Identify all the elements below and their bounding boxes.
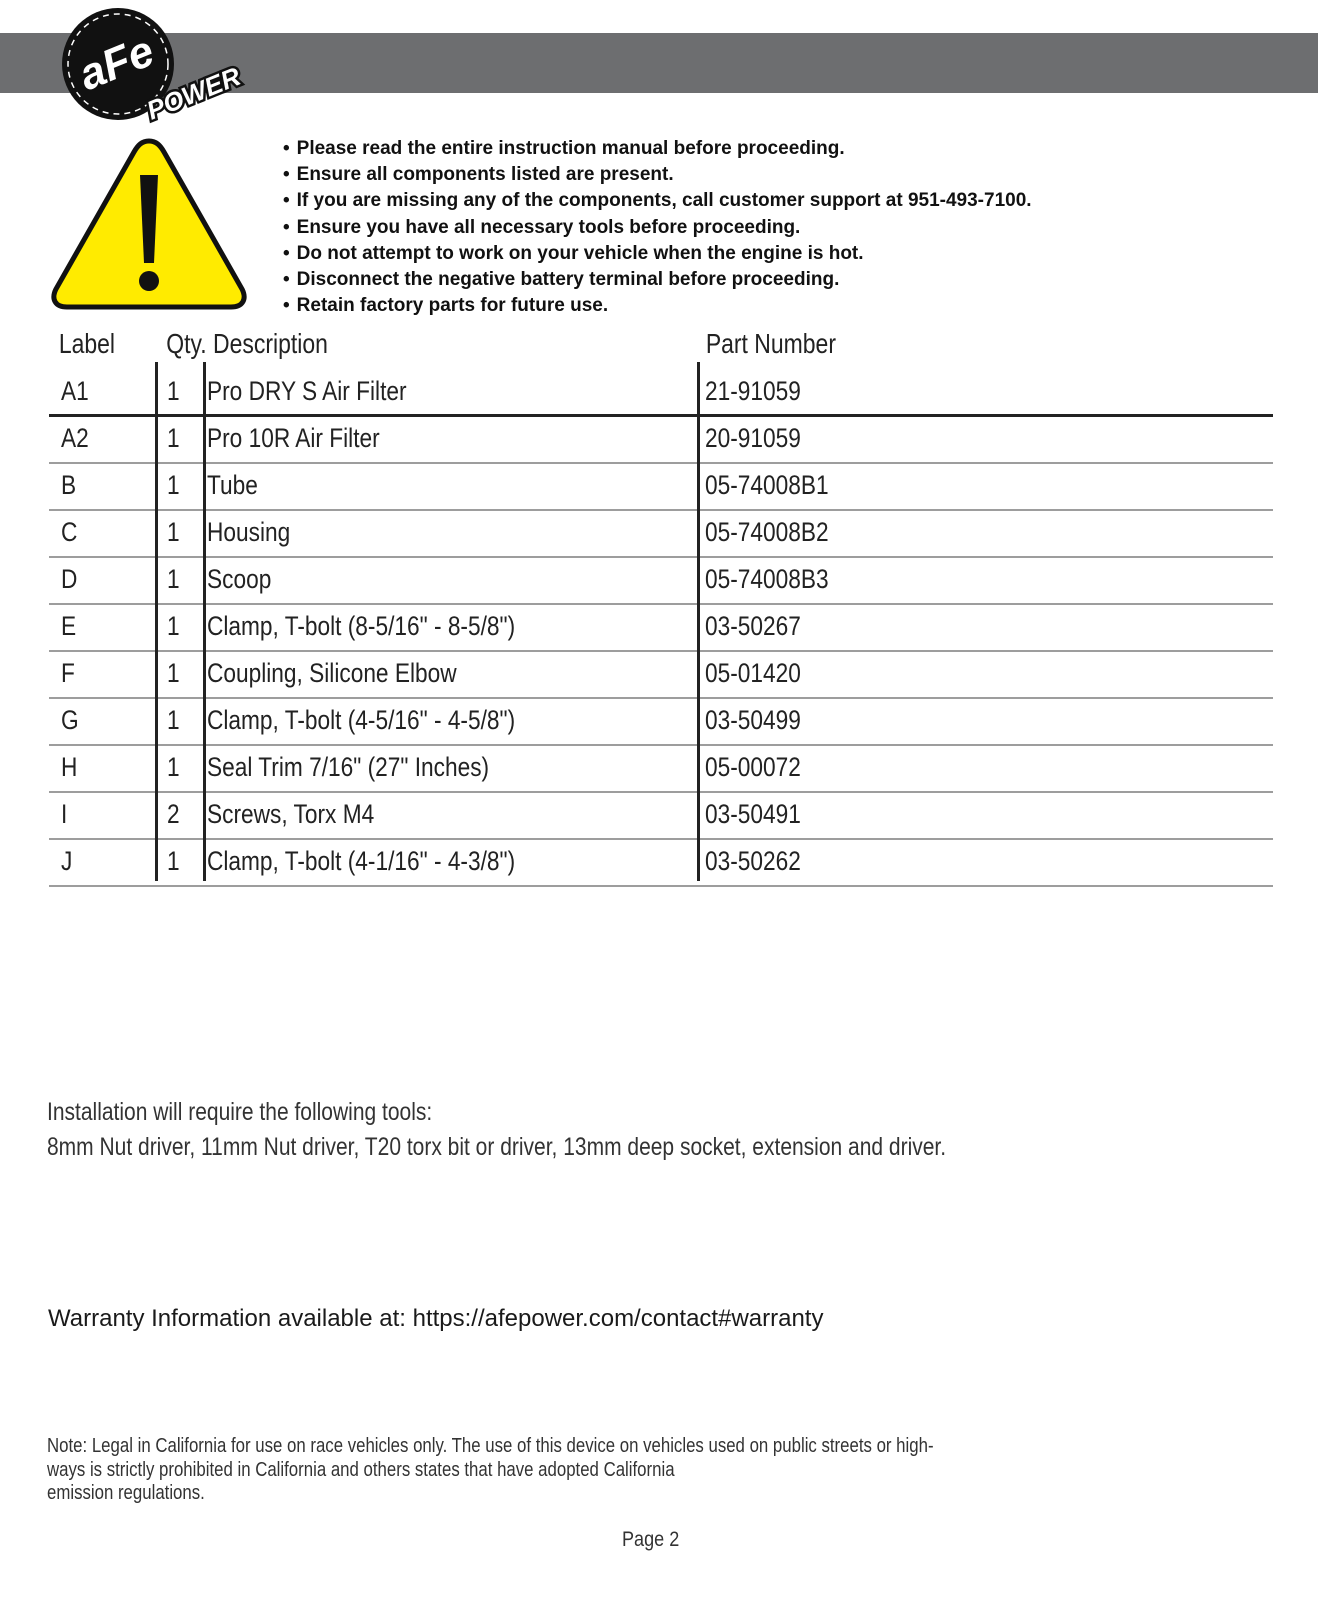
parts-table [49, 322, 1273, 887]
afe-power-logo [60, 2, 260, 127]
row-description: Screws, Torx M4 [207, 799, 375, 829]
note-line: emission regulations. [47, 1482, 205, 1504]
header-part-number: Part Number [705, 328, 836, 359]
row-label: J [61, 846, 73, 876]
warranty-info: Warranty Information available at: https://afepower.com/contact#warranty [48, 1305, 824, 1332]
row-qty: 1 [167, 376, 180, 406]
row-part-number: 03-50262 [705, 846, 801, 876]
row-description: Seal Trim 7/16" (27" Inches) [207, 752, 490, 782]
column-divider [203, 362, 206, 881]
row-part-number: 03-50491 [705, 799, 801, 829]
header-label: Label [58, 328, 116, 359]
row-description: Pro 10R Air Filter [207, 423, 380, 453]
warning-item: • Disconnect the negative battery terminal before proceeding. [283, 267, 1032, 293]
row-description: Housing [207, 517, 291, 547]
row-description: Pro DRY S Air Filter [207, 376, 407, 406]
row-label: A2 [61, 423, 89, 453]
row-qty: 1 [167, 564, 180, 594]
row-description: Coupling, Silicone Elbow [207, 658, 457, 688]
row-part-number: 05-74008B2 [705, 517, 829, 547]
warning-icon [48, 135, 250, 313]
warning-item: • Ensure all components listed are present. [283, 162, 1032, 188]
table-row [49, 746, 1273, 793]
row-description: Tube [207, 470, 258, 500]
row-label: B [61, 470, 77, 500]
row-label: A1 [61, 376, 89, 406]
row-description: Clamp, T-bolt (4-5/16" - 4-5/8") [207, 705, 516, 735]
row-part-number: 03-50267 [705, 611, 801, 641]
row-label: G [61, 705, 79, 735]
warning-item: • Please read the entire instruction manual before proceeding. [283, 136, 1032, 162]
table-row [49, 699, 1273, 746]
header-qty-description: Qty. Description [166, 328, 328, 359]
tools-section [47, 1095, 946, 1165]
row-part-number: 20-91059 [705, 423, 801, 453]
row-qty: 1 [167, 423, 180, 453]
page-number: Page 2 [622, 1528, 680, 1551]
row-description: Clamp, T-bolt (4-1/16" - 4-3/8") [207, 846, 516, 876]
row-qty: 1 [167, 752, 180, 782]
row-part-number: 21-91059 [705, 376, 801, 406]
row-label: H [61, 752, 78, 782]
row-qty: 1 [167, 658, 180, 688]
row-label: D [61, 564, 78, 594]
row-label: I [61, 799, 68, 829]
row-label: E [61, 611, 77, 641]
parts-table-body [49, 370, 1273, 887]
row-qty: 1 [167, 611, 180, 641]
parts-table-header [49, 322, 1053, 370]
column-divider [697, 362, 700, 881]
row-part-number: 05-74008B1 [705, 470, 829, 500]
row-label: C [61, 517, 78, 547]
warning-item: • Ensure you have all necessary tools before proceeding. [283, 215, 1032, 241]
table-row [49, 793, 1273, 840]
column-divider [155, 362, 158, 881]
row-part-number: 05-74008B3 [705, 564, 829, 594]
table-row [49, 652, 1273, 699]
row-label: F [61, 658, 75, 688]
note-line: ways is strictly prohibited in California and others states that have adopted California [47, 1458, 675, 1481]
row-qty: 2 [167, 799, 180, 829]
warning-item: • Do not attempt to work on your vehicle when the engine is hot. [283, 241, 1032, 267]
row-qty: 1 [167, 705, 180, 735]
row-qty: 1 [167, 846, 180, 876]
warning-item: • If you are missing any of the components, call customer support at 951-493-7100. [283, 188, 1032, 214]
row-part-number: 05-00072 [705, 752, 801, 782]
table-row [49, 511, 1273, 558]
tools-list: 8mm Nut driver, 11mm Nut driver, T20 torx bit or driver, 13mm deep socket, extension and driver. [47, 1133, 947, 1161]
table-row [49, 840, 1273, 887]
warning-item: • Retain factory parts for future use. [283, 293, 1032, 319]
table-row [49, 417, 1273, 464]
row-description: Scoop [207, 564, 272, 594]
tools-heading: Installation will require the following tools: [47, 1098, 433, 1126]
row-part-number: 05-01420 [705, 658, 801, 688]
table-row [49, 464, 1273, 511]
row-qty: 1 [167, 470, 180, 500]
table-row [49, 558, 1273, 605]
row-description: Clamp, T-bolt (8-5/16" - 8-5/8") [207, 611, 516, 641]
logo-text: aFe [72, 26, 161, 101]
table-row [49, 605, 1273, 652]
row-part-number: 03-50499 [705, 705, 801, 735]
warning-list [283, 136, 1032, 319]
table-row [49, 370, 1273, 417]
note-line: Note: Legal in California for use on race vehicles only. The use of this device on vehicles used on public streets or high- [47, 1435, 934, 1457]
legal-note [47, 1435, 996, 1506]
logo-subtext: POWER [142, 60, 245, 126]
row-qty: 1 [167, 517, 180, 547]
